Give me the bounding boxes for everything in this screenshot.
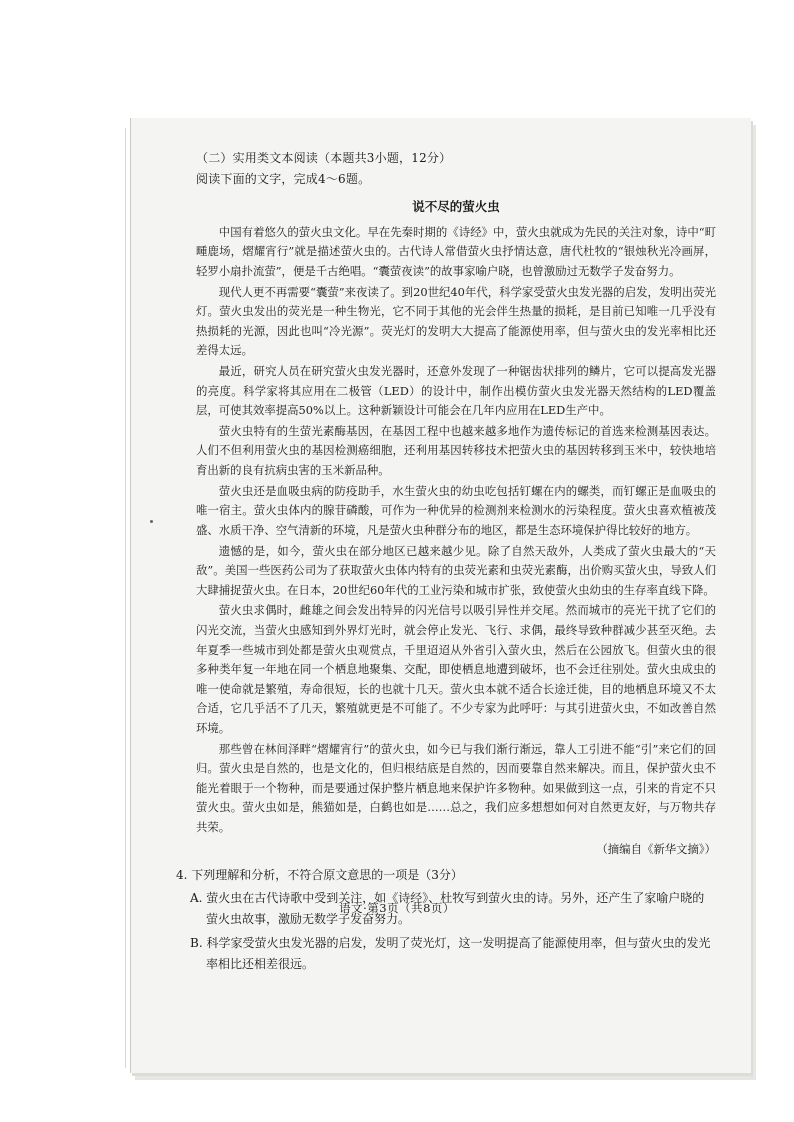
section-header: （二）实用类文本阅读（本题共3小题，12分） xyxy=(196,151,452,165)
question-option-b: B. 科学家受萤火虫发光器的启发，发明了荧光灯，这一发明提高了能源使用率，但与萤火虫的发光率相比还相差很远。 xyxy=(190,935,711,971)
article-paragraph: 萤火虫求偶时，雌雄之间会发出特异的闪光信号以吸引异性并交尾。然而城市的亮光干扰了它们的闪光交流，当萤火虫感知到外界灯光时，就会停止发光、飞行、求偶，最终导致种群减少甚至灭绝。去年夏季一些城市到处都是萤火虫观赏点，千里迢迢从外省引入萤火虫，然后在公园放飞。但萤火虫的很多种类年复一年地在同一个栖息地聚集、交配，即使栖息地遭到破坏，也不会迁往别处。萤火虫成虫的唯一使命就是繁殖，寿命很短，长的也就十几天。萤火虫本就不适合长途迁徙，目的地栖息环境又不太合适，它几乎活不了几天，繁殖就更是不可能了。不少专家为此呼吁：与其引进萤火虫，不如改善自然环境。 xyxy=(196,603,716,735)
article-paragraph: 中国有着悠久的萤火虫文化。早在先秦时期的《诗经》中，萤火虫就成为先民的关注对象，诗中“町畽鹿场，熠耀宵行”就是描述萤火虫的。古代诗人常借萤火虫抒情达意，唐代杜牧的“银烛秋光冷画屏，轻罗小扇扑流萤”，便是千古绝唱。“囊萤夜读”的故事家喻户晓，也曾激励过无数学子发奋努力。 xyxy=(196,224,716,278)
reading-instruction: 阅读下面的文字，完成4～6题。 xyxy=(196,171,371,186)
article-source: （摘编自《新华文摘》） xyxy=(596,841,716,856)
paper-edge xyxy=(125,128,130,1068)
question-option-a: A. 萤火虫在古代诗歌中受到关注，如《诗经》、杜牧写到萤火虫的诗。另外，还产生了家喻户晓的萤火虫故事，激励无数学子发奋努力。 xyxy=(190,890,705,927)
article-paragraph: 遗憾的是，如今，萤火虫在部分地区已越来越少见。除了自然天敌外，人类成了萤火虫最大的“天敌”。美国一些医药公司为了获取萤火虫体内特有的虫荧光素和虫荧光素酶，出价购买萤火虫，导致人们大肆捕捉萤火虫。在日本，20世纪60年代的工业污染和城市扩张，致使萤火虫幼虫的生存率直线下降。 xyxy=(196,543,716,597)
article-paragraph: 那些曾在林间泽畔“熠耀宵行”的萤火虫，如今已与我们渐行渐远，靠人工引进不能“引”来它们的回归。萤火虫是自然的，也是文化的，但归根结底是自然的，因而要靠自然来解决。而且，保护萤火虫不能光着眼于一个物种，而是要通过保护整片栖息地来保护许多物种。如果做到这一点，引来的肯定不只萤火虫。萤火虫如是，熊猫如是，白鹤也如是……总之，我们应多想想如何对自然更友好，与万物共存共荣。 xyxy=(196,741,716,835)
exam-page xyxy=(176,148,716,975)
article-paragraph: 最近，研究人员在研究萤火虫发光器时，还意外发现了一种锯齿状排列的鳞片，它可以提高发光器的亮度。科学家将其应用在二极管（LED）的设计中，制作出模仿萤火虫发光器天然结构的LED覆盖层，可使其效率提高50%以上。这种新颖设计可能会在几年内应用在LED生产中。 xyxy=(196,364,716,418)
article-paragraph: 萤火虫还是血吸虫病的防疫助手，水生萤火虫的幼虫吃包括钉螺在内的螺类，而钉螺正是血吸虫的唯一宿主。萤火虫体内的腺苷磷酸，可作为一种优异的检测剂来检测水的污染程度。萤火虫喜欢植被茂盛、水质干净、空气清新的环境，凡是萤火虫种群分布的地区，都是生态环境保护得比较好的地方。 xyxy=(196,483,716,537)
question-stem: 4. 下列理解和分析，不符合原文意思的一项是（3分） xyxy=(176,868,463,883)
article-paragraph: 现代人更不再需要“囊萤”来夜读了。到20世纪40年代，科学家受萤火虫发光器的启发，发明出荧光灯。萤火虫发出的荧光是一种生物光，它不同于其他的光会伴生热量的损耗，是目前已知唯一几乎没有热损耗的光源，因此也叫“冷光源”。荧光灯的发明大大提高了能源使用率，但与萤火虫的发光率相比还差得太远。 xyxy=(196,284,716,358)
article-title: 说不尽的萤火虫 xyxy=(412,199,500,215)
scan-speck xyxy=(150,520,153,523)
page-footer: 语文·第3页（共8页） xyxy=(339,901,455,915)
article-paragraph: 萤火虫特有的生萤光素酶基因，在基因工程中也越来越多地作为遗传标记的首选来检测基因表达。人们不但利用萤火虫的基因检测癌细胞，还利用基因转移技术把萤火虫的基因转移到玉米中，较快地培育出新的良有抗病虫害的玉米新品种。 xyxy=(196,423,716,478)
